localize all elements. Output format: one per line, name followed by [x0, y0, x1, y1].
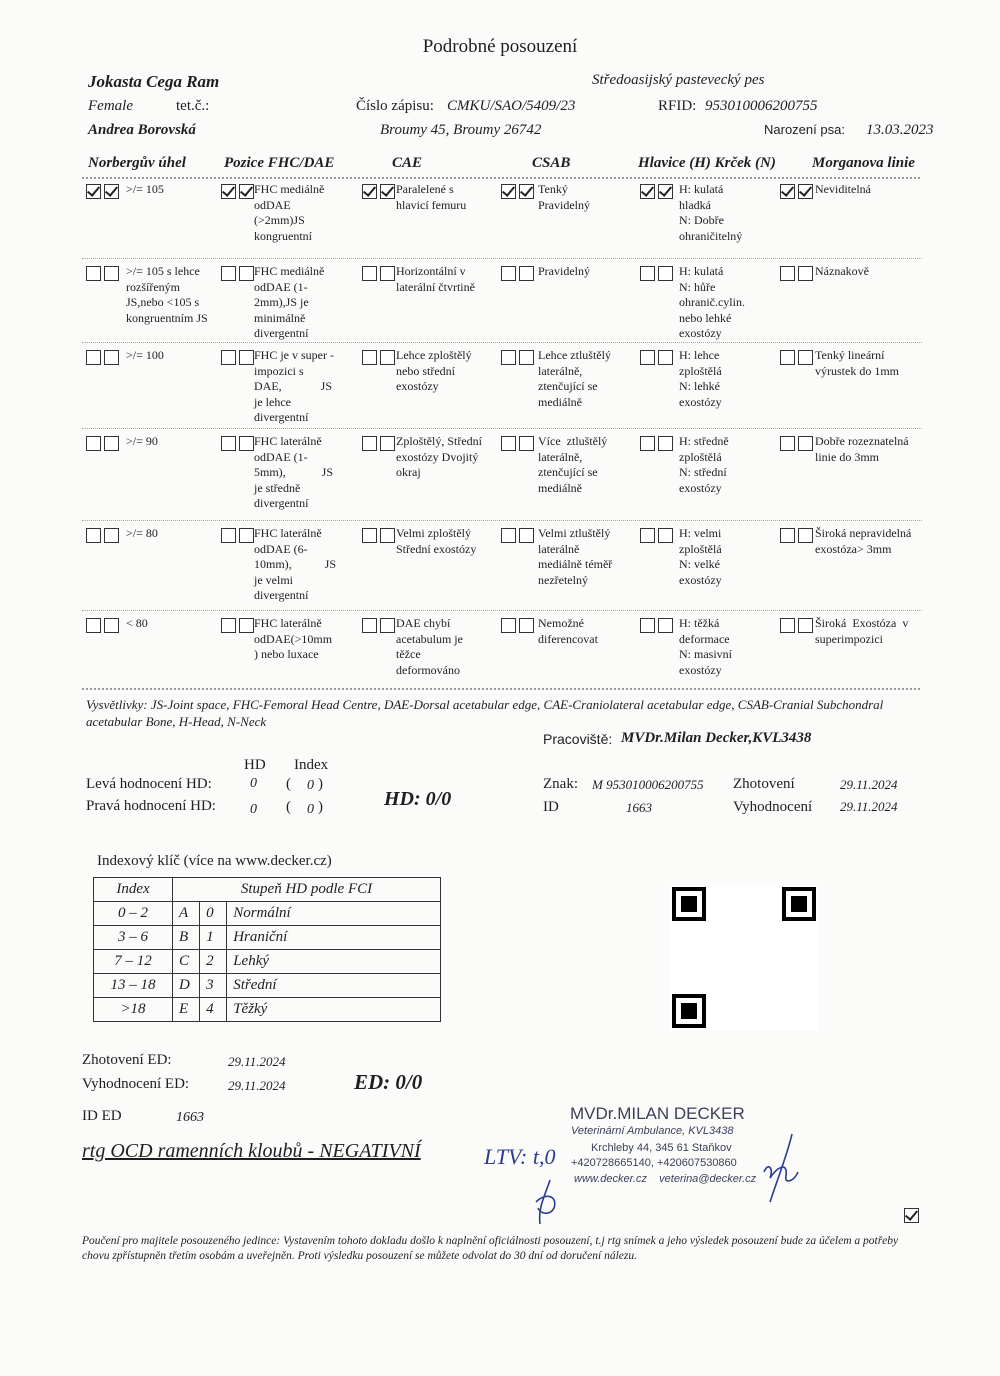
key-num: 0: [200, 902, 227, 926]
checkbox-fhc-row-1-right[interactable]: [239, 184, 254, 199]
checkbox-fhc-row-1-left[interactable]: [221, 184, 236, 199]
birth-label: Narození psa:: [764, 122, 845, 137]
index-key-table: [93, 877, 441, 1022]
checkbox-group-norberg-row-4: [86, 436, 122, 454]
checkbox-group-csab-row-5: [501, 528, 537, 546]
checkbox-morgan-row-1-right[interactable]: [798, 184, 813, 199]
key-letter: E: [173, 998, 200, 1022]
criterion-morgan-row-3: Tenký lineární výrustek do 1mm: [815, 348, 899, 378]
checkbox-morgan-row-1-left[interactable]: [780, 184, 795, 199]
checkbox-norberg-row-6-left[interactable]: [86, 618, 101, 633]
key-range: 7 – 12: [94, 950, 173, 974]
index-key-title: Indexový klíč (více na www.decker.cz): [97, 853, 332, 869]
page-title: Podrobné posouzení: [422, 36, 578, 57]
criterion-head-row-5: H: velmi zploštělá N: velké exostózy: [679, 526, 722, 587]
criterion-cae-row-1: Paralelené s hlavicí femuru: [396, 182, 467, 212]
header-divider: [82, 177, 922, 179]
id-label: ID: [543, 799, 559, 815]
checkbox-morgan-row-4-left[interactable]: [780, 436, 795, 451]
checkbox-group-head-row-4: [640, 436, 676, 454]
key-range: 0 – 2: [94, 902, 173, 926]
registration-label: Číslo zápisu:: [356, 98, 434, 114]
col-csab: CSAB: [532, 155, 571, 171]
right-hd-value: 0: [250, 802, 257, 817]
row-divider: [82, 428, 922, 429]
owner-address: Broumy 45, Broumy 26742: [380, 122, 542, 138]
stamp-name: MVDr.MILAN DECKER: [570, 1104, 745, 1123]
criterion-csab-row-1: Tenký Pravidelný: [538, 182, 590, 212]
checkbox-morgan-row-2-left[interactable]: [780, 266, 795, 281]
rfid-value: 953010006200755: [705, 98, 818, 114]
criterion-cae-row-6: DAE chybí acetabulum je těžce deformováno: [396, 616, 463, 677]
checkbox-norberg-row-4-right[interactable]: [104, 436, 119, 451]
mark-label: Znak:: [543, 776, 578, 792]
criterion-norberg-row-4: >/= 90: [126, 434, 158, 448]
checkbox-morgan-row-6-left[interactable]: [780, 618, 795, 633]
checkbox-cae-row-3-right[interactable]: [380, 350, 395, 365]
col-morgan: Morganova linie: [812, 155, 915, 171]
row-divider: [82, 520, 922, 521]
criterion-fhc-row-3: FHC je v super - impozici s DAE, JS je lehce divergentní: [254, 348, 334, 424]
sex: Female: [88, 98, 133, 114]
criterion-head-row-6: H: těžká deformace N: masivní exostózy: [679, 616, 732, 677]
key-num: 2: [200, 950, 227, 974]
col-norberg: Norbergův úhel: [88, 155, 186, 171]
checkbox-csab-row-1-left[interactable]: [501, 184, 516, 199]
made-value: 29.11.2024: [840, 777, 898, 792]
checkbox-group-morgan-row-3: [780, 350, 816, 368]
checkbox-fhc-row-2-left[interactable]: [221, 266, 236, 281]
key-num: 1: [200, 926, 227, 950]
row-divider: [82, 258, 922, 259]
key-range: >18: [94, 998, 173, 1022]
checkbox-group-norberg-row-5: [86, 528, 122, 546]
checkbox-group-fhc-row-5: [221, 528, 257, 546]
criterion-fhc-row-2: FHC mediálně odDAE (1- 2mm),JS je minimálně divergentní: [254, 264, 325, 340]
index-key-row: [94, 974, 441, 998]
checkbox-group-cae-row-1: [362, 184, 398, 202]
checkbox-group-morgan-row-2: [780, 266, 816, 284]
dog-name: Jokasta Cega Ram: [88, 72, 220, 91]
checkbox-head-row-4-right[interactable]: [658, 436, 673, 451]
checkbox-head-row-3-right[interactable]: [658, 350, 673, 365]
handwritten-note: rtg OCD ramenních kloubů - NEGATIVNÍ: [82, 1140, 421, 1162]
key-label: Těžký: [227, 998, 441, 1022]
checkbox-head-row-3-left[interactable]: [640, 350, 655, 365]
criterion-morgan-row-6: Široká Exostóza v superimpozici: [815, 616, 909, 646]
registration-value: CMKU/SAO/5409/23: [447, 98, 576, 114]
mark-value: M 953010006200755: [592, 777, 704, 792]
checkbox-norberg-row-6-right[interactable]: [104, 618, 119, 633]
criterion-fhc-row-6: FHC laterálně odDAE(>10mm ) nebo luxace: [254, 616, 333, 661]
checkbox-group-morgan-row-5: [780, 528, 816, 546]
id-ed-value: 1663: [176, 1110, 204, 1125]
checkbox-group-csab-row-6: [501, 618, 537, 636]
checkbox-group-morgan-row-4: [780, 436, 816, 454]
criterion-cae-row-2: Horizontální v laterální čtvrtině: [396, 264, 475, 294]
criterion-fhc-row-1: FHC mediálně odDAE (>2mm)JS kongruentní: [254, 182, 325, 243]
criterion-head-row-3: H: lehce zploštělá N: lehké exostózy: [679, 348, 722, 409]
checkbox-group-head-row-5: [640, 528, 676, 546]
confirmation-checkbox[interactable]: [904, 1208, 919, 1223]
checkbox-cae-row-2-left[interactable]: [362, 266, 377, 281]
criterion-morgan-row-5: Široká nepravidelná exostóza> 3mm: [815, 526, 912, 556]
key-letter: D: [173, 974, 200, 998]
checkbox-cae-row-5-right[interactable]: [380, 528, 395, 543]
hd-header: HD: [244, 757, 266, 773]
checkbox-group-head-row-6: [640, 618, 676, 636]
checkbox-fhc-row-4-left[interactable]: [221, 436, 236, 451]
checkbox-group-csab-row-3: [501, 350, 537, 368]
checkbox-cae-row-2-right[interactable]: [380, 266, 395, 281]
key-range: 13 – 18: [94, 974, 173, 998]
ed-eval-value: 29.11.2024: [228, 1078, 286, 1093]
checkbox-morgan-row-5-right[interactable]: [798, 528, 813, 543]
checkbox-cae-row-6-right[interactable]: [380, 618, 395, 633]
birth-value: 13.03.2023: [866, 122, 934, 138]
checkbox-head-row-5-left[interactable]: [640, 528, 655, 543]
tattoo-label: tet.č.:: [176, 98, 210, 114]
checkbox-group-cae-row-2: [362, 266, 398, 284]
checkbox-group-norberg-row-3: [86, 350, 122, 368]
key-label: Normální: [227, 902, 441, 926]
key-num: 4: [200, 998, 227, 1022]
checkbox-cae-row-6-left[interactable]: [362, 618, 377, 633]
checkbox-csab-row-2-right[interactable]: [519, 266, 534, 281]
col-fhc: Pozice FHC/DAE: [224, 155, 335, 171]
key-letter: B: [173, 926, 200, 950]
row-divider: [82, 610, 922, 611]
eval-value: 29.11.2024: [840, 799, 898, 814]
key-range: 3 – 6: [94, 926, 173, 950]
checkbox-norberg-row-1-left[interactable]: [86, 184, 101, 199]
criterion-csab-row-3: Lehce ztluštělý laterálně, ztenčující se mediálně: [538, 348, 611, 409]
checkbox-fhc-row-5-left[interactable]: [221, 528, 236, 543]
checkbox-group-morgan-row-1: [780, 184, 816, 202]
stamp-subtitle: Veterinární Ambulance, KVL3438: [571, 1125, 734, 1137]
stamp-web: www.decker.cz veterina@decker.cz: [574, 1173, 757, 1185]
checkbox-head-row-6-right[interactable]: [658, 618, 673, 633]
key-header-index: Index: [94, 878, 173, 902]
checkbox-fhc-row-5-right[interactable]: [239, 528, 254, 543]
ed-made-value: 29.11.2024: [228, 1054, 286, 1069]
ed-result: ED: 0/0: [354, 1070, 423, 1094]
workplace-label: Pracoviště:: [543, 731, 613, 747]
checkbox-csab-row-5-left[interactable]: [501, 528, 516, 543]
checkbox-group-fhc-row-6: [221, 618, 257, 636]
index-key-row: [94, 926, 441, 950]
right-index-close: ): [318, 799, 323, 815]
workplace-value: MVDr.Milan Decker,KVL3438: [621, 730, 812, 746]
checkbox-group-csab-row-1: [501, 184, 537, 202]
checkbox-csab-row-6-right[interactable]: [519, 618, 534, 633]
index-key-row: [94, 950, 441, 974]
handwritten-signature-1: [530, 1178, 566, 1228]
checkbox-csab-row-2-left[interactable]: [501, 266, 516, 281]
checkbox-csab-row-6-left[interactable]: [501, 618, 516, 633]
handwritten-signature-2: [758, 1132, 804, 1206]
index-header: Index: [294, 757, 329, 773]
checkbox-cae-row-1-right[interactable]: [380, 184, 395, 199]
criterion-norberg-row-5: >/= 80: [126, 526, 158, 540]
checkbox-group-csab-row-4: [501, 436, 537, 454]
checkbox-norberg-row-1-right[interactable]: [104, 184, 119, 199]
checkbox-head-row-1-left[interactable]: [640, 184, 655, 199]
checkbox-fhc-row-4-right[interactable]: [239, 436, 254, 451]
right-hd-label: Pravá hodnocení HD:: [86, 798, 216, 814]
checkbox-norberg-row-3-right[interactable]: [104, 350, 119, 365]
checkbox-cae-row-3-left[interactable]: [362, 350, 377, 365]
ed-eval-label: Vyhodnocení ED:: [82, 1076, 190, 1092]
checkbox-group-norberg-row-1: [86, 184, 122, 202]
criterion-morgan-row-2: Náznakově: [815, 264, 869, 278]
hd-result: HD: 0/0: [384, 788, 452, 810]
criterion-norberg-row-6: < 80: [126, 616, 148, 630]
checkbox-group-cae-row-4: [362, 436, 398, 454]
footer-notice: Poučení pro majitele posouzeného jedince: Vystavením tohoto dokladu došlo k naplnění oficiálnosti posouzení, t.j rtg snímek a jeho výsledek posouzení bude za účelem a potřeby chovu zpřístupněn třetím osobám a uveřejněn. Proti výsledku posouzení se můžete odvolat do 30 dní od doručení nálezu.: [82, 1235, 899, 1262]
checkbox-morgan-row-5-left[interactable]: [780, 528, 795, 543]
criterion-norberg-row-3: >/= 100: [126, 348, 164, 362]
checkbox-group-head-row-2: [640, 266, 676, 284]
left-hd-value: 0: [250, 776, 257, 791]
handwritten-extra: LTV: t,0: [484, 1144, 556, 1169]
checkbox-group-cae-row-3: [362, 350, 398, 368]
criterion-cae-row-5: Velmi zploštělý Střední exostózy: [396, 526, 477, 556]
owner-name: Andrea Borovská: [88, 122, 196, 138]
index-key-header-row: [94, 878, 441, 902]
key-header-grade: Stupeň HD podle FCI: [173, 878, 441, 902]
breed: Středoasijský pastevecký pes: [592, 72, 765, 88]
checkbox-cae-row-4-right[interactable]: [380, 436, 395, 451]
left-index-value: 0: [307, 778, 314, 793]
checkbox-head-row-2-left[interactable]: [640, 266, 655, 281]
criterion-csab-row-2: Pravidelný: [538, 264, 590, 278]
left-index-close: ): [318, 776, 323, 792]
checkbox-norberg-row-2-left[interactable]: [86, 266, 101, 281]
checkbox-group-fhc-row-4: [221, 436, 257, 454]
checkbox-cae-row-5-left[interactable]: [362, 528, 377, 543]
left-hd-label: Levá hodnocení HD:: [86, 776, 212, 792]
criterion-norberg-row-1: >/= 105: [126, 182, 164, 196]
index-key-row: [94, 902, 441, 926]
checkbox-group-fhc-row-1: [221, 184, 257, 202]
criterion-head-row-2: H: kulatá N: hůře ohranič.cylin. nebo lehké exostózy: [679, 264, 745, 340]
checkbox-csab-row-5-right[interactable]: [519, 528, 534, 543]
checkbox-group-csab-row-2: [501, 266, 537, 284]
criterion-morgan-row-1: Neviditelná: [815, 182, 871, 196]
stamp-address: Krchleby 44, 345 61 Staňkov: [591, 1142, 732, 1154]
criterion-cae-row-4: Zploštělý, Střední exostózy Dvojitý okraj: [396, 434, 482, 479]
checkbox-group-head-row-1: [640, 184, 676, 202]
checkbox-norberg-row-5-left[interactable]: [86, 528, 101, 543]
left-index-open: (: [286, 776, 291, 792]
criterion-fhc-row-5: FHC laterálně odDAE (6- 10mm), JS je velmi divergentní: [254, 526, 337, 602]
checkbox-norberg-row-3-left[interactable]: [86, 350, 101, 365]
checkbox-cae-row-4-left[interactable]: [362, 436, 377, 451]
checkbox-group-norberg-row-2: [86, 266, 122, 284]
criterion-fhc-row-4: FHC laterálně odDAE (1- 5mm), JS je středně divergentní: [254, 434, 334, 510]
checkbox-morgan-row-2-right[interactable]: [798, 266, 813, 281]
criterion-head-row-1: H: kulatá hladká N: Dobře ohraničitelný: [679, 182, 743, 243]
checkbox-group-cae-row-6: [362, 618, 398, 636]
criterion-morgan-row-4: Dobře rozeznatelná linie do 3mm: [815, 434, 909, 464]
col-head-neck: Hlavice (H) Krček (N): [638, 155, 776, 171]
checkbox-morgan-row-3-right[interactable]: [798, 350, 813, 365]
checkbox-group-morgan-row-6: [780, 618, 816, 636]
grid-bottom-divider: [82, 688, 922, 690]
checkbox-morgan-row-6-right[interactable]: [798, 618, 813, 633]
checkbox-norberg-row-5-right[interactable]: [104, 528, 119, 543]
legend: Vysvětlivky: JS-Joint space, FHC-Femoral Head Centre, DAE-Dorsal acetabular edge, CAE-Craniolateral acetabular edge, CSAB-Cranial Subchondral acetabular Bone, H-Head, N-Neck: [86, 697, 884, 729]
checkbox-group-fhc-row-3: [221, 350, 257, 368]
qr-code: [670, 885, 818, 1030]
made-label: Zhotovení: [733, 776, 795, 792]
id-value: 1663: [626, 800, 652, 815]
checkbox-fhc-row-3-left[interactable]: [221, 350, 236, 365]
criterion-cae-row-3: Lehce zploštělý nebo střední exostózy: [396, 348, 472, 393]
checkbox-head-row-6-left[interactable]: [640, 618, 655, 633]
checkbox-norberg-row-2-right[interactable]: [104, 266, 119, 281]
key-label: Střední: [227, 974, 441, 998]
checkbox-csab-row-3-left[interactable]: [501, 350, 516, 365]
checkbox-csab-row-4-right[interactable]: [519, 436, 534, 451]
ed-made-label: Zhotovení ED:: [82, 1052, 172, 1068]
checkbox-norberg-row-4-left[interactable]: [86, 436, 101, 451]
eval-label: Vyhodnocení: [733, 799, 813, 815]
checkbox-morgan-row-3-left[interactable]: [780, 350, 795, 365]
checkbox-csab-row-4-left[interactable]: [501, 436, 516, 451]
id-ed-label: ID ED: [82, 1108, 122, 1124]
checkbox-group-cae-row-5: [362, 528, 398, 546]
checkbox-fhc-row-6-left[interactable]: [221, 618, 236, 633]
rfid-label: RFID:: [658, 98, 697, 114]
col-cae: CAE: [392, 155, 423, 171]
checkbox-fhc-row-3-right[interactable]: [239, 350, 254, 365]
key-letter: C: [173, 950, 200, 974]
checkbox-group-head-row-3: [640, 350, 676, 368]
criterion-norberg-row-2: >/= 105 s lehce rozšířeným JS,nebo <105 s kongruentním JS: [126, 264, 208, 325]
key-letter: A: [173, 902, 200, 926]
checkbox-cae-row-1-left[interactable]: [362, 184, 377, 199]
right-index-open: (: [286, 799, 291, 815]
checkbox-head-row-2-right[interactable]: [658, 266, 673, 281]
stamp-phone: +420728665140, +420607530860: [571, 1157, 737, 1169]
checkbox-head-row-1-right[interactable]: [658, 184, 673, 199]
checkbox-fhc-row-6-right[interactable]: [239, 618, 254, 633]
checkbox-group-fhc-row-2: [221, 266, 257, 284]
checkbox-head-row-4-left[interactable]: [640, 436, 655, 451]
checkbox-csab-row-3-right[interactable]: [519, 350, 534, 365]
row-divider: [82, 342, 922, 343]
checkbox-csab-row-1-right[interactable]: [519, 184, 534, 199]
index-key-row: [94, 998, 441, 1022]
criterion-csab-row-4: Více ztluštělý laterálně, ztenčující se mediálně: [538, 434, 608, 495]
criterion-csab-row-5: Velmi ztluštělý laterálně mediálně téměř nezřetelný: [538, 526, 613, 587]
key-num: 3: [200, 974, 227, 998]
criterion-csab-row-6: Nemožné diferencovat: [538, 616, 598, 646]
checkbox-morgan-row-4-right[interactable]: [798, 436, 813, 451]
checkbox-fhc-row-2-right[interactable]: [239, 266, 254, 281]
criterion-head-row-4: H: středně zploštělá N: střední exostózy: [679, 434, 729, 495]
checkbox-head-row-5-right[interactable]: [658, 528, 673, 543]
key-label: Lehký: [227, 950, 441, 974]
key-label: Hraniční: [227, 926, 441, 950]
checkbox-group-norberg-row-6: [86, 618, 122, 636]
right-index-value: 0: [307, 802, 314, 817]
